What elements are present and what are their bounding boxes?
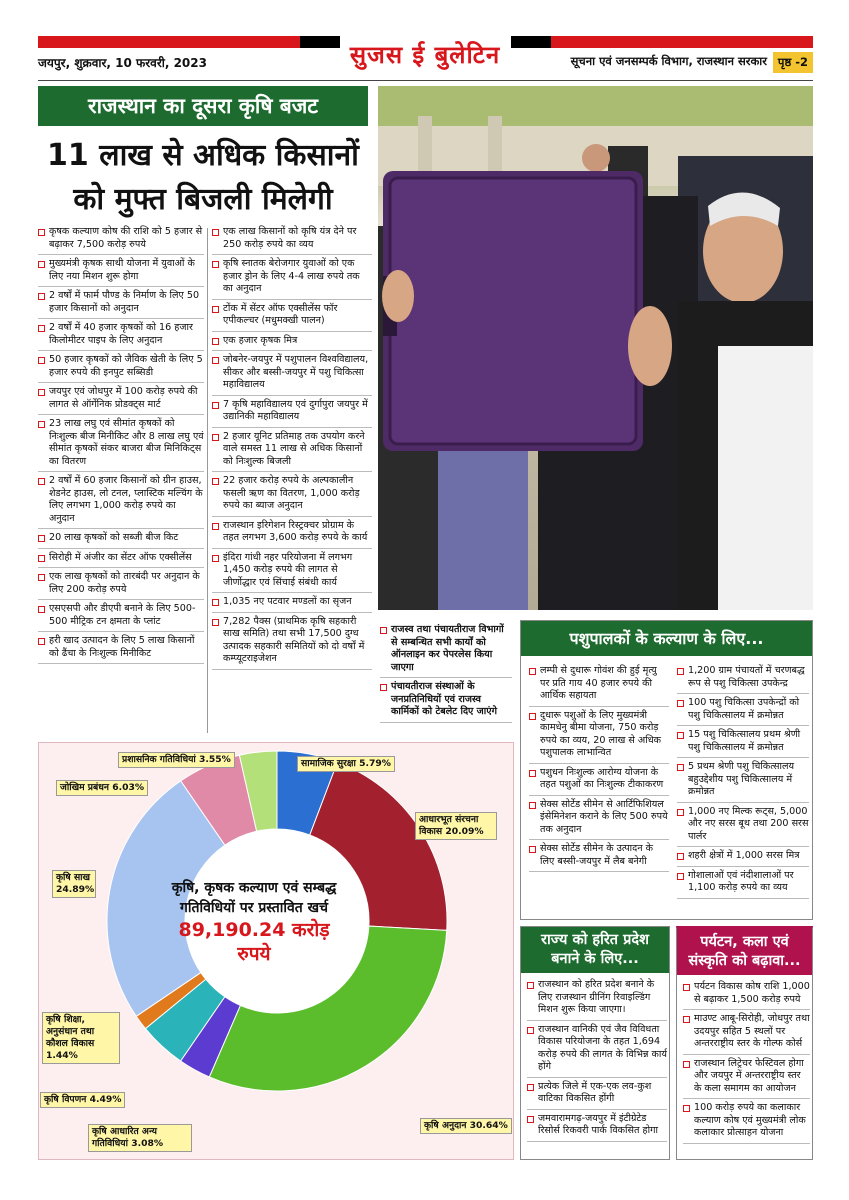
donut-label (415, 812, 497, 840)
masthead-bar-right (551, 36, 813, 48)
list-item: 5 प्रथम श्रेणी पशु चिकित्सालय बहुउद्देशीय पशु चिकित्सालय में क्रमोन्नत (677, 761, 809, 803)
list-item: 100 पशु चिकित्सा उपकेन्द्रों को पशु चिकित्सालय में क्रमोन्नत (677, 697, 809, 726)
list-item: कृषि स्नातक बेरोजगार युवाओं को एक हजार ड्रोन के लिए 4-4 लाख रुपये तक का अनुदान (212, 258, 372, 300)
list-item: शहरी क्षेत्रों में 1,000 सरस मित्र (677, 850, 809, 867)
list-item: एसएसपी और डीएपी बनाने के लिए 500-500 मीट्रिक टन क्षमता के प्लांट (38, 603, 204, 632)
donut-label (56, 780, 148, 796)
donut-label-name: जोखिम प्रबंधन (60, 782, 113, 793)
donut-label (420, 1118, 512, 1134)
list-item: हरी खाद उत्पादन के लिए 5 लाख किसानों को ढैंचा के निःशुल्क मिनीकिट (38, 635, 204, 664)
donut-label (118, 752, 235, 768)
list-item: 50 हजार कृषकों को जैविक खेती के लिए 5 हजार रुपये की इनपुट सब्सिडी (38, 354, 204, 383)
livestock-section (520, 620, 813, 920)
list-item: सिरोही में अंजीर का सेंटर ऑफ एक्सीलेंस (38, 552, 204, 569)
green-state-points (527, 979, 667, 1145)
livestock-points-left (529, 665, 669, 875)
cm-budget-photo (378, 86, 813, 610)
donut-label-name: आधारभूत संरचना विकास (419, 814, 479, 837)
list-item: जमवारामगढ़-जयपुर में इंटीग्रेटेड रिसोर्स रिकवरी पार्क विकसित होगा (527, 1113, 667, 1142)
list-item: एक लाख किसानों को कृषि यंत्र देने पर 250 करोड़ रुपये का व्यय (212, 226, 372, 255)
tourism-points (683, 981, 810, 1147)
budget-points-column-2 (212, 226, 372, 673)
list-item: 2 वर्षों में 40 हजार कृषकों को 16 हजार किलोमीटर पाइप के लिए अनुदान (38, 322, 204, 351)
list-item: राजस्थान वानिकी एवं जैव विविधता विकास परियोजना के तहत 1,694 करोड़ रुपये की लागत के विभिन्न कार्य होंगे (527, 1024, 667, 1078)
donut-label-name: कृषि विपणन (44, 1094, 90, 1105)
list-item: राजस्व तथा पंचायतीराज विभागों से सम्बन्धित सभी कार्यों को ऑनलाइन कर पेपरलेस किया जाएगा (380, 624, 512, 678)
list-item: जोबनेर-जयपुर में पशुपालन विश्वविद्यालय, सीकर और बस्सी-जयपुर में पशु चिकित्सा महाविद्यालय (212, 354, 372, 396)
revenue-points-column (380, 624, 512, 726)
donut-label-name: सामाजिक सुरक्षा (301, 758, 360, 769)
list-item: एक हजार कृषक मित्र (212, 335, 372, 352)
list-item: 1,200 ग्राम पंचायतों में चरणबद्ध रूप से पशु चिकित्सा उपकेन्द्र (677, 665, 809, 694)
donut-label (297, 756, 395, 772)
bulletin-title: सुजस ई बुलेटिन (349, 41, 501, 69)
list-item: 23 लाख लघु एवं सीमांत कृषकों को निःशुल्क बीज मिनीकिट और 8 लाख लघु एवं सीमांत कृषकों संकर बाजरा बीज मिनिकिट्स का वितरण (38, 418, 204, 472)
list-item: लम्पी से दुधारू गोवंश की हुई मृत्यु पर प्रति गाय 40 हजार रुपये की आर्थिक सहायता (529, 665, 669, 707)
list-item: 1,035 नए पटवार मण्डलों का सृजन (212, 596, 372, 613)
list-item: पर्यटन विकास कोष राशि 1,000 से बढ़ाकर 1,500 करोड़ रुपये (683, 981, 810, 1010)
donut-label-value: 3.08% (131, 1138, 164, 1149)
donut-label-name: कृषि साख (56, 872, 91, 883)
tourism-section-title: पर्यटन, कला एवं संस्कृति को बढ़ावा... (677, 929, 812, 975)
list-item: राजस्थान को हरित प्रदेश बनाने के लिए राजस्थान ग्रीनिंग रिवाइल्डिंग मिशन शुरू किया जाएगा। (527, 979, 667, 1021)
list-item: दुधारू पशुओं के लिए मुख्यमंत्री कामधेनु बीमा योजना, 750 करोड़ रुपये का व्यय, 20 लाख से अधिक पशुपालक लाभान्वित (529, 710, 669, 764)
donut-label-value: 4.49% (89, 1094, 122, 1105)
list-item: 22 हजार करोड़ रुपये के अल्पकालीन फसली ऋण का वितरण, 1,000 करोड़ रुपये का ब्याज अनुदान (212, 475, 372, 517)
donut-label-value: 30.64% (469, 1120, 508, 1131)
tourism-section (676, 926, 813, 1160)
list-item: पशुधन निःशुल्क आरोग्य योजना के तहत पशुओं का निःशुल्क टीकाकरण (529, 767, 669, 796)
chart-title: कृषि, कृषक कल्याण एवं सम्बद्ध गतिविधियों पर प्रस्तावित खर्च (171, 880, 337, 916)
green-state-section (520, 926, 670, 1160)
chart-total: 89,190.24 करोड़ रुपये (178, 919, 330, 965)
list-item: माउण्ट आबू-सिरोही, जोधपुर तथा उदयपुर सहित 5 स्थलों पर अन्तरराष्ट्रीय स्तर के गोल्फ कोर्स (683, 1013, 810, 1055)
donut-label-name: कृषि अनुदान (424, 1120, 470, 1131)
list-item: कृषक कल्याण कोष की राशि को 5 हजार से बढ़ाकर 7,500 करोड़ रुपये (38, 226, 204, 255)
donut-label (88, 1124, 192, 1152)
list-item: 100 करोड़ रुपये का कलाकार कल्याण कोष एवं मुख्यमंत्री लोक कलाकार प्रोत्साहन योजना (683, 1102, 810, 1144)
donut-label-name: प्रशासनिक गतिविधियां (122, 754, 200, 765)
headline-title: 11 लाख से अधिक किसानों को मुफ्त बिजली मिलेगी (47, 138, 359, 217)
donut-label-value: 24.89% (56, 884, 95, 895)
list-item: सेक्स सोर्टेड सीमेन से आर्टिफिशियल इंसेमिनेशन कराने के लिए 500 रुपये तक अनुदान (529, 799, 669, 841)
budget-points-column-1 (38, 226, 204, 667)
list-item: टोंक में सेंटर ऑफ एक्सीलेंस फॉर एपीकल्चर (मधुमक्खी पालन) (212, 303, 372, 332)
masthead-rule (38, 80, 813, 81)
department-name: सूचना एवं जनसम्पर्क विभाग, राजस्थान सरकार (570, 54, 767, 68)
column-divider (207, 228, 208, 733)
list-item: इंदिरा गांधी नहर परियोजना में लगभग 1,450 करोड़ रुपये की लागत से जीर्णोद्धार एवं सिंचाई संबंधी कार्य (212, 552, 372, 594)
list-item: मुख्यमंत्री कृषक साथी योजना में युवाओं के लिए नया मिशन शुरू होगा (38, 258, 204, 287)
list-item: 7 कृषि महाविद्यालय एवं दुर्गापुरा जयपुर में उद्यानिकी महाविद्यालय (212, 399, 372, 428)
donut-label-value: 6.03% (112, 782, 145, 793)
donut-label-name: कृषि शिक्षा, अनुसंधान तथा कौशल विकास (46, 1014, 95, 1049)
donut-label-value: 5.79% (359, 758, 391, 769)
list-item: पंचायतीराज संस्थाओं के जनप्रतिनिधियों एवं राजस्व कार्मिकों को टेबलेट दिए जाएंगे (380, 681, 512, 723)
list-item: सेक्स सोर्टेड सीमेन के उत्पादन के लिए बस्सी-जयपुर में लैब बनेगी (529, 843, 669, 872)
donut-label (42, 1012, 120, 1064)
list-item: एक लाख कृषकों को तारबंदी पर अनुदान के लिए 200 करोड़ रुपये (38, 571, 204, 600)
donut-label-name: कृषि आधारित अन्य गतिविधियां (92, 1126, 157, 1149)
green-state-section-title: राज्य को हरित प्रदेश बनाने के लिए... (521, 927, 669, 973)
masthead-bar-left (38, 36, 300, 48)
livestock-section-title: पशुपालकों के कल्याण के लिए... (521, 621, 812, 656)
list-item: राजस्थान इरिगेशन रिस्ट्रक्चर प्रोग्राम के तहत लगभग 3,600 करोड़ रुपये के कार्य (212, 520, 372, 549)
donut-label-value: 20.09% (445, 826, 484, 837)
list-item: 7,282 पैक्स (प्राथमिक कृषि सहकारी साख समिति) तथा सभी 17,500 दुग्ध उत्पादक सहकारी समितियों को दो वर्षों में कम्प्यूटराइजेशन (212, 616, 372, 670)
list-item: जयपुर एवं जोधपुर में 100 करोड़ रुपये की लागत से ऑर्गेनिक प्रोडक्ट्स मार्ट (38, 386, 204, 415)
list-item: राजस्थान लिट्रेचर फेस्टिवल होगा और जयपुर में अन्तरराष्ट्रीय स्तर के कला समागम का आयोजन (683, 1058, 810, 1100)
issue-date: जयपुर, शुक्रवार, 10 फरवरी, 2023 (38, 56, 207, 70)
livestock-points-right (677, 665, 809, 902)
donut-label (40, 1092, 125, 1108)
list-item: 1,000 नए मिल्क रूट्स, 5,000 और नए सरस बूथ तथा 200 सरस पार्लर (677, 806, 809, 848)
list-item: 2 हजार यूनिट प्रतिमाह तक उपयोग करने वाले समस्त 11 लाख से अधिक किसानों को निःशुल्क बिजली (212, 431, 372, 473)
donut-label-value: 1.44% (46, 1050, 78, 1061)
donut-label-value: 3.55% (199, 754, 231, 765)
list-item: 2 वर्षों में फार्म पौण्ड के निर्माण के लिए 50 हजार किसानों को अनुदान (38, 290, 204, 319)
chart-center-text (166, 878, 342, 966)
masthead (38, 36, 813, 81)
headline-kicker: राजस्थान का दूसरा कृषि बजट (38, 86, 368, 126)
list-item: 15 पशु चिकित्सालय प्रथम श्रेणी पशु चिकित्सालय में क्रमोन्नत (677, 729, 809, 758)
photo-illustration (378, 86, 813, 610)
list-item: 20 लाख कृषकों को सब्जी बीज किट (38, 532, 204, 549)
list-item: गोशालाओं एवं नंदीशालाओं पर 1,100 करोड़ रुपये का व्यय (677, 870, 809, 899)
page-number: पृष्ठ -2 (773, 52, 813, 73)
list-item: 2 वर्षों में 60 हजार किसानों को ग्रीन हाउस, शेडनेट हाउस, लो टनल, प्लास्टिक मल्चिंग के लिए लगभग 1,000 करोड़ रुपये का अनुदान (38, 475, 204, 529)
donut-label (52, 870, 96, 898)
list-item: प्रत्येक जिले में एक-एक लव-कुश वाटिका विकसित होंगी (527, 1081, 667, 1110)
